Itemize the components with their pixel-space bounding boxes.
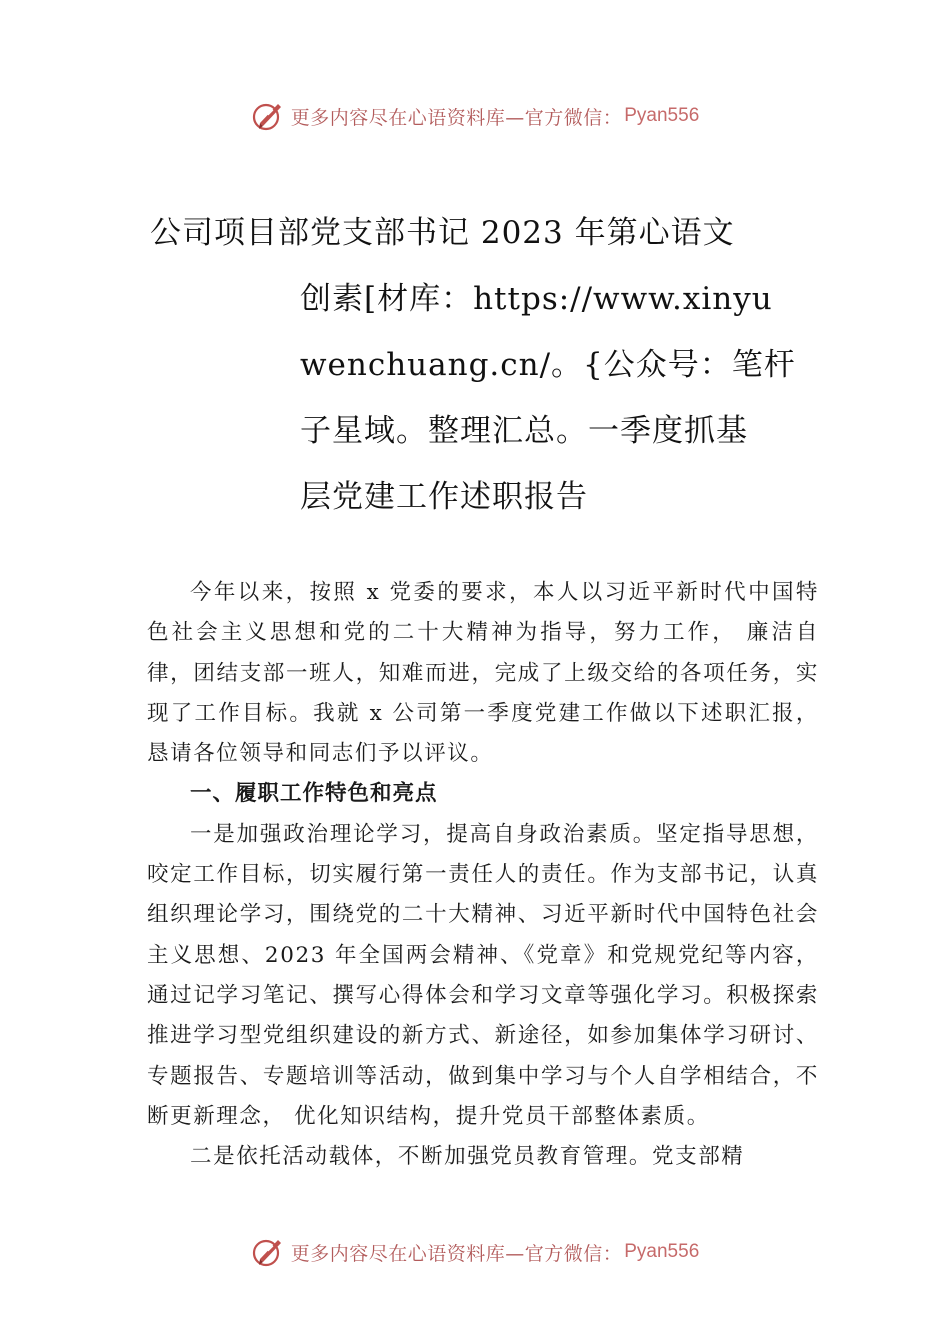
paragraph-member-education: 二是依托活动载体，不断加强党员教育管理。党支部精 xyxy=(190,1144,745,1170)
banner-text: 更多内容尽在心语资料库—官方微信： xyxy=(290,106,623,129)
header-watermark-banner xyxy=(0,96,950,136)
title-line-3: wenchuang.cn/。{公众号：笔杆 xyxy=(300,347,796,383)
document-body xyxy=(147,573,819,1177)
paragraph-political-study: 一是加强政治理论学习，提高自身政治素质。坚定指导思想，咬定工作目标，切实履行第一责任人的责任。作为支部书记，认真组织理论学习，围绕党的二十大精神、习近平新时代中国特色社会主义思想、2023 年全国两会精神、《党章》和党规党纪等内容，通过记学习笔记、撰写心得体会和学习文章等强化学习。积极探索推进学习型党组织建设的新方式、新途径，如参加集体学习研讨、专题报告、专题培训等活动，做到集中学习与个人自学相结合，不断更新理念， 优化知识结构，提升党员干部整体素质。 xyxy=(147,821,819,1129)
document-title xyxy=(150,200,810,530)
footer-watermark-banner xyxy=(0,1232,950,1272)
section-heading-1: 一、履职工作特色和亮点 xyxy=(190,781,438,807)
banner-text: 更多内容尽在心语资料库—官方微信： xyxy=(290,1242,623,1265)
title-line-1: 公司项目部党支部书记 2023 年第心语文 xyxy=(150,215,735,251)
banner-wechat-id: Pyan556 xyxy=(624,1241,700,1262)
quill-pen-logo-icon xyxy=(251,1235,285,1269)
title-line-4: 子星域。整理汇总。一季度抓基 xyxy=(300,413,748,449)
title-line-2: 创素[材库：https://www.xinyu xyxy=(300,281,773,317)
banner-wechat-id: Pyan556 xyxy=(624,105,700,126)
title-line-5: 层党建工作述职报告 xyxy=(300,479,588,515)
intro-paragraph: 今年以来，按照 x 党委的要求，本人以习近平新时代中国特色社会主义思想和党的二十大精神为指导，努力工作， 廉洁自律，团结支部一班人，知难而进，完成了上级交给的各项任务，实现了工作目标。我就 x 公司第一季度党建工作做以下述职汇报，恳请各位领导和同志们予以评议。 xyxy=(147,580,819,767)
quill-pen-logo-icon xyxy=(251,99,285,133)
